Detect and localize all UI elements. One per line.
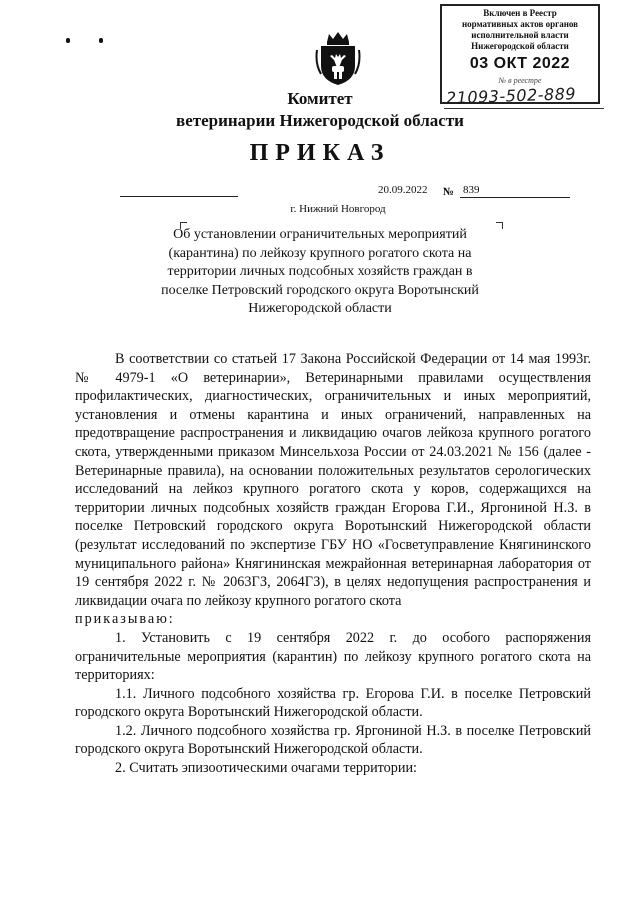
date-blank-line [120,196,238,197]
scan-mark [99,38,103,43]
stamp-line: Включен в Реестр [483,8,557,18]
orders-word: приказываю: [75,611,175,628]
stamp-date: 03 ОКТ 2022 [469,55,571,72]
order-date: 20.09.2022 [378,184,428,196]
order-title: ПРИКАЗ [249,140,391,166]
committee-line: ветеринарии Нижегородской области [176,111,464,130]
order-number: 839 [463,184,480,196]
item-1: 1. Установить с 19 сентября 2022 г. до особого распоряжения ограничительные мероприятия (карантин) по лейкозу крупного рогатого скота на территориях: [75,629,591,684]
city: г. Нижний Новгород [290,203,386,215]
stamp-line: Нижегородской области [471,41,569,51]
item-2: 2. Считать эпизоотическими очагами территории: [115,760,417,777]
subject-bracket-right [496,222,503,229]
stamp-reg-label: № в реестре [498,76,542,85]
order-body [75,350,591,778]
committee-line: Комитет [287,89,353,108]
scan-mark [66,38,70,43]
coat-of-arms-icon [315,30,361,86]
item-1-2: 1.2. Личного подсобного хозяйства гр. Яргониной Н.З. в поселке Петровский городского округа Воротынский Нижегородской области. [75,722,591,758]
handwritten-reg-number: 21093-502-889 [445,84,577,108]
order-subject: Об установлении ограничительных мероприятий (карантина) по лейкозу крупного рогатого скота на территории личных подсобных хозяйств граждан в поселке Петровский городского округа Воротынский Нижегородской области [161,227,479,316]
stamp-line: нормативных актов органов [461,19,579,29]
preamble-paragraph: В соответствии со статьей 17 Закона Российской Федерации от 14 мая 1993г. № 4979-1 «О ветеринарии», Ветеринарными правилами осуществления профилактических, диагностических, ограничительных и иных мероприятий, установления и отмены карантина и иных ограничений, направленных на предотвращение распространения и ликвидацию очагов лейкоза крупного рогатого скота, утвержденными приказом Минсельхоза России от 24.03.2021 № 156 (далее - Ветеринарные правила), на основании положительных результатов серологических исследований на лейкоз крупного рогатого скота у коров, содержащихся на территории личных подсобных хозяйств граждан Егорова Г.И., Яргониной Н.З. в поселке Петровский городского округа Воротынский Нижегородской области (результат исследований по экспертизе ГБУ НО «Госветуправление Княгининского муниципального района» Княгининская межрайонная ветеринарная лаборатория от 19 сентября 2022 г. № 2063ГЗ, 2064ГЗ), в целях недопущения распространения и ликвидации очага по лейкозу крупного рогатого скота [75,351,591,609]
number-label: № [443,186,455,198]
stamp-line: исполнительной власти [471,30,569,40]
number-underline [460,197,570,198]
committee-name [100,88,540,132]
item-1-1: 1.1. Личного подсобного хозяйства гр. Егорова Г.И. в поселке Петровский городского округа Воротынский Нижегородской области. [75,685,591,721]
